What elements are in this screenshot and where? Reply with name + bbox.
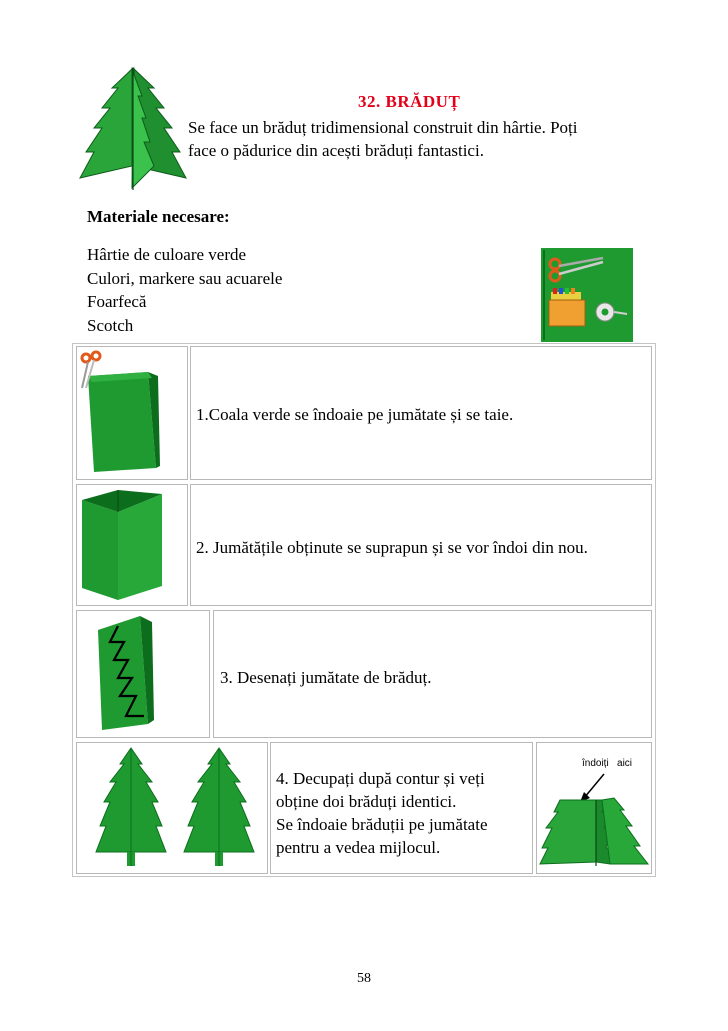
material-item: Foarfecă	[87, 292, 147, 311]
step-2-folded-paper-illustration	[78, 486, 186, 604]
step-1-text: 1.Coala verde se îndoaie pe jumătate și se taie.	[196, 405, 514, 424]
page-title: 32. BRĂDUȚ	[358, 92, 461, 111]
tree-cutout-2-illustration	[184, 748, 254, 870]
page-number: 58	[357, 971, 371, 986]
fold-tree-illustration	[540, 770, 650, 870]
header-tree-illustration	[80, 66, 186, 192]
intro-line: face o pădurice din acești brăduți fantastici.	[188, 141, 484, 160]
material-item: Scotch	[87, 315, 134, 335]
step-4-text	[276, 767, 488, 859]
material-item: Culori, markere sau acuarele	[87, 268, 283, 288]
step-4-line: 4. Decupați după contur și veți	[276, 769, 485, 788]
step-3-text: 3. Desenați jumătate de brăduț.	[220, 668, 432, 687]
materials-illustration	[541, 248, 633, 342]
intro-text	[188, 116, 648, 162]
step-3-drawn-tree-illustration	[90, 612, 190, 736]
fold-here-label: îndoiți aici	[582, 758, 633, 769]
step-4-line: Se îndoaie brăduții pe jumătate	[276, 815, 488, 834]
tree-cutout-1-illustration	[96, 748, 166, 870]
step-4-line: pentru a vedea mijlocul.	[276, 838, 441, 857]
material-item: Hârtie de culoare verde	[87, 245, 247, 264]
materials-heading: Materiale necesare:	[87, 207, 230, 226]
step-1-folded-paper-illustration	[78, 348, 186, 476]
materials-list	[87, 243, 282, 337]
intro-line: Se face un brăduț tridimensional construit din hârtie. Poți	[188, 118, 578, 137]
step-2-text: 2. Jumătățile obținute se suprapun și se vor îndoi din nou.	[196, 538, 588, 557]
step-4-line: obține doi brăduți identici.	[276, 792, 457, 811]
arrow-icon	[584, 774, 604, 798]
